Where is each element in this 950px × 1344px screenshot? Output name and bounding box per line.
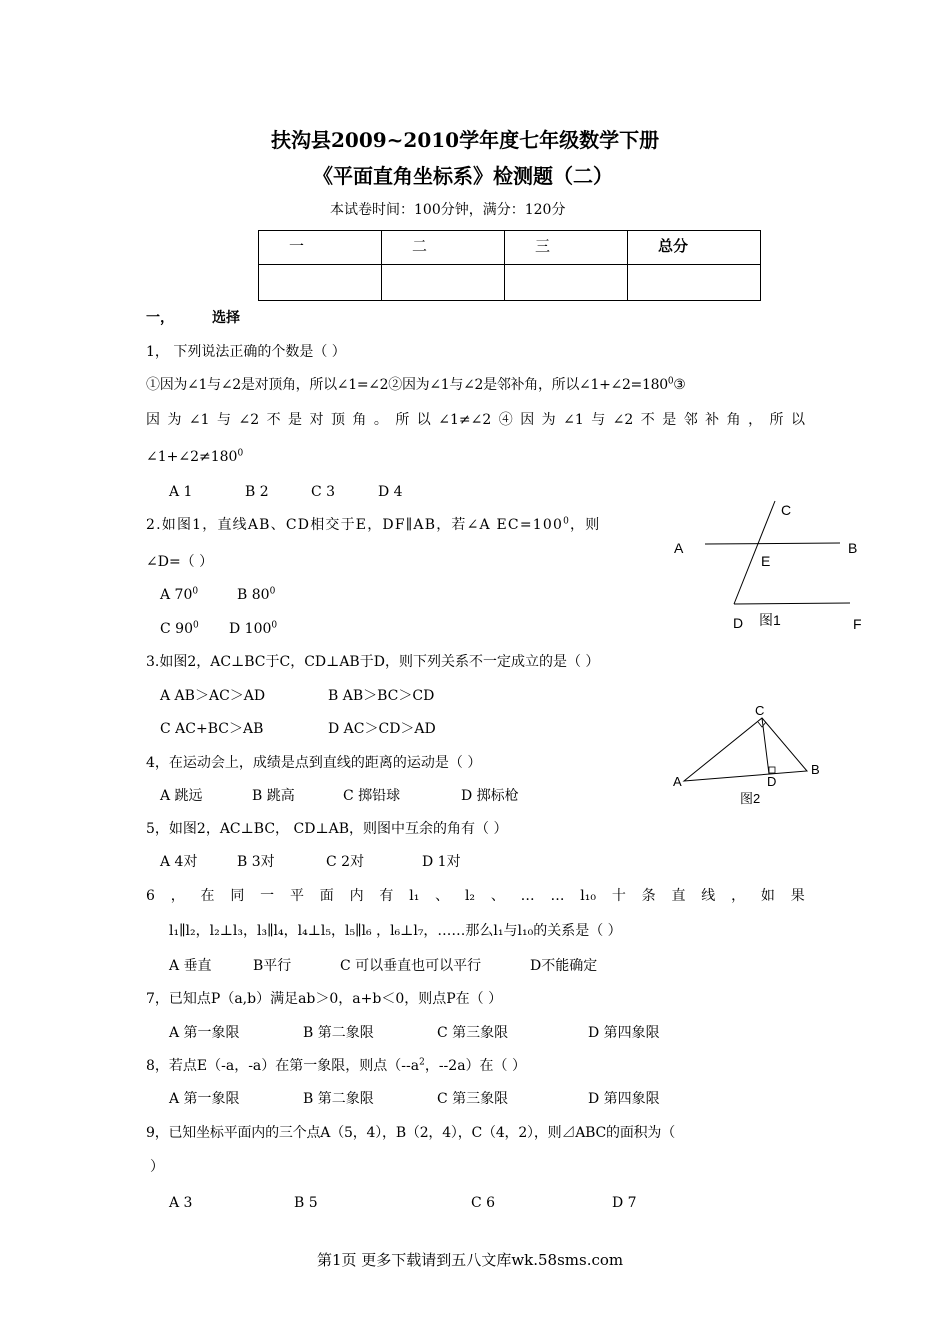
q6-option-a: A 垂直 — [169, 958, 212, 974]
score-header-1: 一 — [259, 231, 382, 265]
q6-line1 — [146, 887, 805, 905]
q9-option-b: B 5 — [294, 1195, 318, 1211]
q6-word: 内 — [349, 888, 364, 904]
fig1-label-c: C — [781, 502, 792, 518]
q3-option-c: C AC+BC＞AB — [160, 721, 264, 737]
q6-word: 条 — [641, 888, 656, 904]
q8-option-d: D 第四象限 — [588, 1091, 660, 1107]
q9-option-a: A 3 — [169, 1195, 193, 1211]
page-footer: 第1页 更多下载请到五八文库wk.58sms.com — [317, 1251, 624, 1269]
q6-word: 6 — [146, 888, 155, 904]
q1-line3-sup: 0 — [237, 448, 244, 459]
q1-option-c: C 3 — [311, 484, 336, 500]
q6-word: … — [550, 888, 565, 904]
fig2-right-angle-c — [758, 722, 766, 727]
q4-stem: 4，在运动会上，成绩是点到直线的距离的运动是（ ） — [146, 755, 482, 771]
q6-word: 在 — [200, 888, 215, 904]
q3-option-d: D AC＞CD＞AD — [328, 721, 436, 737]
q9-option-c: C 6 — [471, 1195, 496, 1211]
q8-stem — [146, 1057, 526, 1075]
fig1-line-ab — [705, 543, 840, 544]
q4-option-a: A 跳远 — [160, 788, 203, 804]
q6-word: ， — [170, 888, 185, 904]
q6-word: l₁₀ — [580, 888, 596, 904]
q7-option-c: C 第三象限 — [437, 1025, 509, 1041]
figure-2 — [665, 700, 835, 810]
q6-word: l₂ — [464, 888, 476, 904]
score-cell-total — [628, 265, 761, 301]
q6-word: 一 — [260, 888, 275, 904]
q9-option-d: D 7 — [612, 1195, 637, 1211]
score-table — [258, 230, 761, 301]
q2-option-b-text: B 80 — [237, 587, 270, 603]
q2-stem-end: ，则 — [570, 517, 601, 533]
fig1-label-b: B — [848, 540, 858, 556]
fig1-label-d: D — [733, 615, 744, 631]
q3-stem: 3.如图2，AC⊥BC于C，CD⊥AB于D，则下列关系不一定成立的是（ ） — [146, 654, 600, 670]
q6-word: 同 — [230, 888, 245, 904]
q6-word: 直 — [671, 888, 686, 904]
q1-option-b: B 2 — [245, 484, 269, 500]
q8-option-c: C 第三象限 — [437, 1091, 509, 1107]
q4-option-d: D 掷标枪 — [461, 788, 519, 804]
q8-stem-sup: 2 — [419, 1057, 425, 1068]
score-header-2: 二 — [382, 231, 505, 265]
fig2-label-b: B — [811, 762, 820, 777]
q6-line2: l₁∥l₂，l₂⊥l₃，l₃∥l₄，l₄⊥l₅，l₅∥l₆ ，l₆⊥l₇，……那么l₁与l₁₀的关系是（ ） — [169, 923, 622, 939]
q2-option-b-sup: 0 — [269, 586, 276, 597]
page-title-line2: 《平面直角坐标系》检测题（二） — [313, 164, 613, 188]
score-header-total: 总分 — [628, 231, 761, 265]
fig2-right-angle-d — [769, 767, 775, 773]
page-title-line1: 扶沟县2009~2010学年度七年级数学下册 — [271, 128, 660, 152]
q6-word: 如 — [760, 888, 775, 904]
q6-option-b: B平行 — [253, 958, 292, 974]
q2-option-c-text: C 90 — [160, 621, 193, 637]
q6-word: l₁ — [409, 888, 420, 904]
q9-stem-line2: ） — [150, 1159, 164, 1175]
q7-option-b: B 第二象限 — [303, 1025, 374, 1041]
q5-option-a: A 4对 — [160, 854, 198, 870]
fig1-label-a: A — [674, 540, 684, 556]
q5-option-b: B 3对 — [237, 854, 275, 870]
q4-option-c: C 掷铅球 — [343, 788, 401, 804]
q6-word: 线 — [701, 888, 716, 904]
q2-stem-sup: 0 — [563, 516, 571, 527]
q2-option-a-sup: 0 — [192, 586, 199, 597]
q1-option-d: D 4 — [378, 484, 403, 500]
q6-option-d: D不能确定 — [530, 958, 598, 974]
score-cell-2 — [382, 265, 505, 301]
q6-word: 果 — [790, 888, 805, 904]
q8-stem-text: 8，若点E（-a，-a）在第一象限，则点（--a — [146, 1058, 420, 1074]
q6-word: 面 — [319, 888, 334, 904]
q8-stem-end: ，--2a）在（ ） — [424, 1058, 526, 1074]
fig2-caption: 图2 — [740, 791, 761, 806]
fig2-triangle — [684, 718, 807, 781]
q9-stem: 9，已知坐标平面内的三个点A（5，4），B（2，4），C（4，2），则⊿ABC的面积为（ — [146, 1125, 676, 1141]
q2-stem-line2: ∠D=（ ） — [146, 554, 214, 570]
q8-option-b: B 第二象限 — [303, 1091, 374, 1107]
q7-stem: 7，已知点P（a,b）满足ab＞0，a+b＜0，则点P在（ ） — [146, 991, 503, 1007]
q2-option-b — [237, 586, 275, 604]
q1-stem: 1， 下列说法正确的个数是（ ） — [146, 344, 346, 360]
fig2-label-d: D — [767, 774, 777, 789]
fig2-label-a: A — [673, 774, 682, 789]
q1-line1-sup: 0 — [667, 376, 674, 387]
score-cell-1 — [259, 265, 382, 301]
q7-option-a: A 第一象限 — [169, 1025, 240, 1041]
q6-word: 有 — [379, 888, 394, 904]
q5-stem: 5，如图2，AC⊥BC， CD⊥AB，则图中互余的角有（ ） — [146, 821, 508, 837]
fig2-altitude-cd — [762, 718, 769, 774]
q6-word: ， — [731, 888, 746, 904]
q1-option-a: A 1 — [169, 484, 193, 500]
q7-option-d: D 第四象限 — [588, 1025, 660, 1041]
q2-option-c-sup: 0 — [192, 620, 199, 631]
q1-line1-text: ①因为∠1与∠2是对顶角，所以∠1=∠2②因为∠1与∠2是邻补角，所以∠1+∠2=180 — [146, 377, 668, 393]
q8-option-a: A 第一象限 — [169, 1091, 240, 1107]
q2-option-c — [160, 620, 199, 638]
q5-option-d: D 1对 — [422, 854, 461, 870]
q6-word: … — [520, 888, 535, 904]
q2-stem-text: 2.如图1，直线AB、CD相交于E，DF∥AB，若∠A EC=100 — [146, 517, 564, 533]
q2-option-a-text: A 70 — [160, 587, 193, 603]
q6-word: 十 — [611, 888, 626, 904]
section-name: 选择 — [212, 310, 240, 326]
q2-option-a — [160, 586, 198, 604]
q2-option-d — [229, 620, 277, 638]
q5-option-c: C 2对 — [326, 854, 365, 870]
exam-info: 本试卷时间：100分钟，满分：120分 — [330, 202, 566, 218]
score-cell-3 — [505, 265, 628, 301]
q6-word: 、 — [435, 888, 450, 904]
section-number: 一， — [146, 310, 174, 326]
fig1-label-f: F — [853, 616, 862, 632]
figure-1 — [660, 495, 870, 640]
fig1-line-df — [734, 603, 850, 604]
score-header-3: 三 — [505, 231, 628, 265]
q6-option-c: C 可以垂直也可以平行 — [340, 958, 482, 974]
fig1-label-e: E — [761, 553, 771, 569]
q6-word: 平 — [289, 888, 304, 904]
q3-option-b: B AB＞BC＞CD — [328, 688, 435, 704]
fig1-caption: 图1 — [759, 612, 781, 628]
q1-line2: 因为∠1与∠2不是对顶角。所以∠1≠∠2④因为∠1与∠2不是邻补角，所以 — [146, 412, 805, 428]
q2-option-d-sup: 0 — [271, 620, 278, 631]
q3-option-a: A AB＞AC＞AD — [160, 688, 266, 704]
q6-word: 、 — [490, 888, 505, 904]
q2-stem — [146, 516, 600, 534]
q4-option-b: B 跳高 — [252, 788, 295, 804]
q1-line3 — [146, 448, 243, 466]
q1-line3-text: ∠1+∠2≠180 — [146, 449, 238, 465]
q2-option-d-text: D 100 — [229, 621, 272, 637]
q1-line1-end: ③ — [673, 377, 686, 393]
fig2-label-c: C — [755, 703, 765, 718]
q1-line1 — [146, 376, 686, 394]
